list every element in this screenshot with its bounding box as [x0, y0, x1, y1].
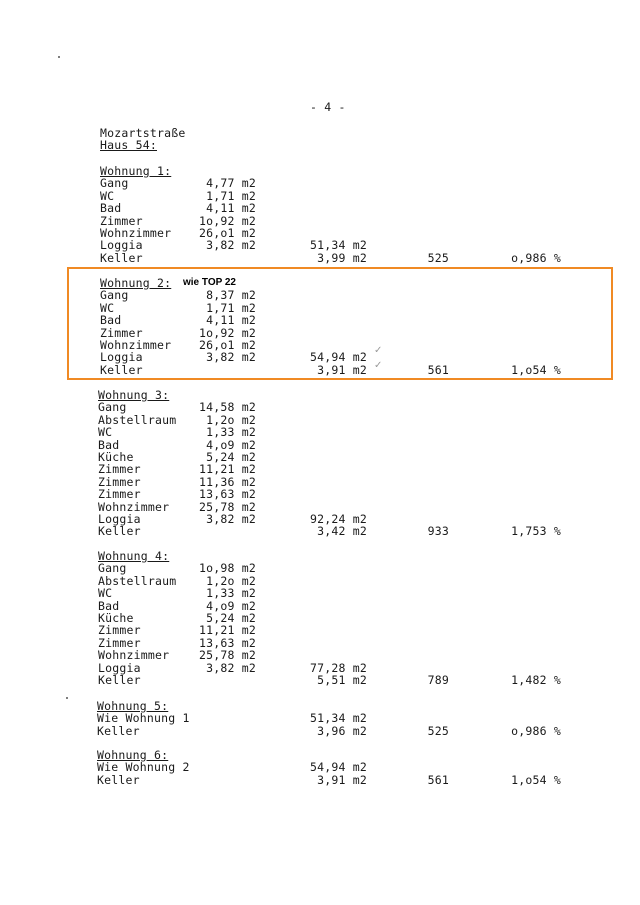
room-area: 1o,92 m2 [199, 325, 256, 340]
room-area: 13,63 m2 [199, 635, 256, 650]
room-name: Bad [98, 598, 120, 613]
room-area: 25,78 m2 [199, 499, 256, 514]
room-area: 4,11 m2 [206, 201, 256, 216]
room-name: Bad [100, 201, 122, 216]
room-name: Abstellraum [98, 573, 177, 588]
room-area: 1,2o m2 [206, 412, 256, 427]
room-name: Wie Wohnung 1 [97, 711, 190, 726]
street-name: Mozartstraße [100, 126, 186, 140]
room-name: Zimmer [98, 474, 141, 489]
room-area: 8,37 m2 [206, 288, 256, 303]
room-area: 26,o1 m2 [199, 338, 256, 352]
room-area: 14,58 m2 [199, 400, 256, 415]
room-name: Wohnzimmer [98, 648, 170, 663]
room-area: 3,82 m2 [206, 512, 256, 526]
unit-share: 525 [427, 723, 449, 738]
unit-keller-area: 3,42 m2 [317, 524, 367, 539]
room-name: WC [98, 586, 113, 601]
room-name: Küche [98, 611, 134, 625]
room-name: Loggia [98, 660, 141, 675]
room-name: Loggia [100, 238, 143, 253]
room-name: Loggia [98, 512, 141, 526]
room-name: Wie Wohnung 2 [97, 760, 190, 775]
unit-title: Wohnung 5: [97, 699, 169, 713]
check-mark-icon: ✓ [374, 360, 383, 371]
annotation-wie-top-22: wie TOP 22 [183, 277, 236, 288]
room-area: 1o,92 m2 [199, 213, 256, 228]
unit-percent: 1,482 % [511, 673, 561, 687]
room-area: 25,78 m2 [199, 648, 256, 663]
room-area: 11,21 m2 [199, 623, 256, 638]
room-name: Keller [97, 723, 140, 738]
unit-percent: 1,o54 % [511, 362, 561, 377]
room-name: Keller [97, 772, 140, 787]
room-area: 1,33 m2 [206, 425, 256, 440]
room-name: Zimmer [100, 325, 143, 340]
room-area: 13,63 m2 [199, 487, 256, 502]
room-area: 4,11 m2 [206, 313, 256, 328]
unit-percent: 1,o54 % [511, 772, 561, 787]
unit-title: Wohnung 6: [97, 748, 169, 762]
unit-title: Wohnung 3: [98, 388, 170, 402]
room-name: WC [98, 425, 113, 440]
scan-speck [58, 56, 60, 58]
room-area: 1o,98 m2 [199, 561, 256, 576]
unit-percent: o,986 % [511, 250, 561, 265]
unit-total-area: 54,94 m2 [310, 350, 367, 365]
room-name: Gang [100, 288, 129, 303]
room-name: Keller [98, 673, 141, 687]
unit-total-area: 54,94 m2 [310, 760, 367, 775]
room-name: Loggia [100, 350, 143, 365]
unit-keller-area: 3,91 m2 [317, 362, 367, 377]
unit-title: Wohnung 1: [100, 164, 172, 178]
room-name: Zimmer [98, 487, 141, 502]
unit-keller-area: 3,99 m2 [317, 250, 367, 265]
room-name: Küche [98, 450, 134, 464]
unit-percent: 1,753 % [511, 524, 561, 539]
unit-title: Wohnung 2: [100, 276, 172, 290]
room-name: Keller [98, 524, 141, 539]
room-name: Abstellraum [98, 412, 177, 427]
room-area: 3,82 m2 [206, 350, 256, 365]
room-name: Wohnzimmer [100, 226, 172, 240]
room-area: 1,33 m2 [206, 586, 256, 601]
room-area: 5,24 m2 [206, 450, 256, 464]
room-area: 1,2o m2 [206, 573, 256, 588]
unit-percent: o,986 % [511, 723, 561, 738]
room-area: 26,o1 m2 [199, 226, 256, 240]
room-name: WC [100, 300, 115, 315]
room-area: 4,77 m2 [206, 176, 256, 191]
room-name: Gang [98, 400, 127, 415]
room-area: 11,21 m2 [199, 462, 256, 477]
room-area: 11,36 m2 [199, 474, 256, 489]
unit-total-area: 51,34 m2 [310, 711, 367, 726]
unit-title: Wohnung 4: [98, 549, 170, 563]
room-area: 3,82 m2 [206, 660, 256, 675]
room-name: Zimmer [100, 213, 143, 228]
unit-total-area: 92,24 m2 [310, 512, 367, 526]
room-name: Gang [100, 176, 129, 191]
unit-share: 561 [427, 362, 449, 377]
unit-share: 525 [427, 250, 449, 265]
room-name: Keller [100, 362, 143, 377]
page-number: - 4 - [310, 100, 346, 114]
unit-keller-area: 5,51 m2 [317, 673, 367, 687]
room-name: Bad [100, 313, 122, 328]
unit-share: 789 [427, 673, 449, 687]
room-name: Zimmer [98, 462, 141, 477]
room-name: Wohnzimmer [98, 499, 170, 514]
room-name: Zimmer [98, 635, 141, 650]
house-title: Haus 54: [100, 138, 157, 152]
room-area: 1,71 m2 [206, 300, 256, 315]
check-mark-icon: ✓ [374, 345, 383, 356]
unit-keller-area: 3,91 m2 [317, 772, 367, 787]
room-name: WC [100, 188, 115, 203]
unit-total-area: 77,28 m2 [310, 660, 367, 675]
unit-share: 561 [427, 772, 449, 787]
room-area: 4,o9 m2 [206, 598, 256, 613]
unit-share: 933 [427, 524, 449, 539]
room-area: 4,o9 m2 [206, 437, 256, 452]
room-area: 5,24 m2 [206, 611, 256, 625]
unit-total-area: 51,34 m2 [310, 238, 367, 253]
room-area: 3,82 m2 [206, 238, 256, 253]
room-name: Gang [98, 561, 127, 576]
room-name: Wohnzimmer [100, 338, 172, 352]
room-name: Zimmer [98, 623, 141, 638]
unit-keller-area: 3,96 m2 [317, 723, 367, 738]
room-name: Keller [100, 250, 143, 265]
scan-speck [66, 697, 68, 699]
room-area: 1,71 m2 [206, 188, 256, 203]
room-name: Bad [98, 437, 120, 452]
